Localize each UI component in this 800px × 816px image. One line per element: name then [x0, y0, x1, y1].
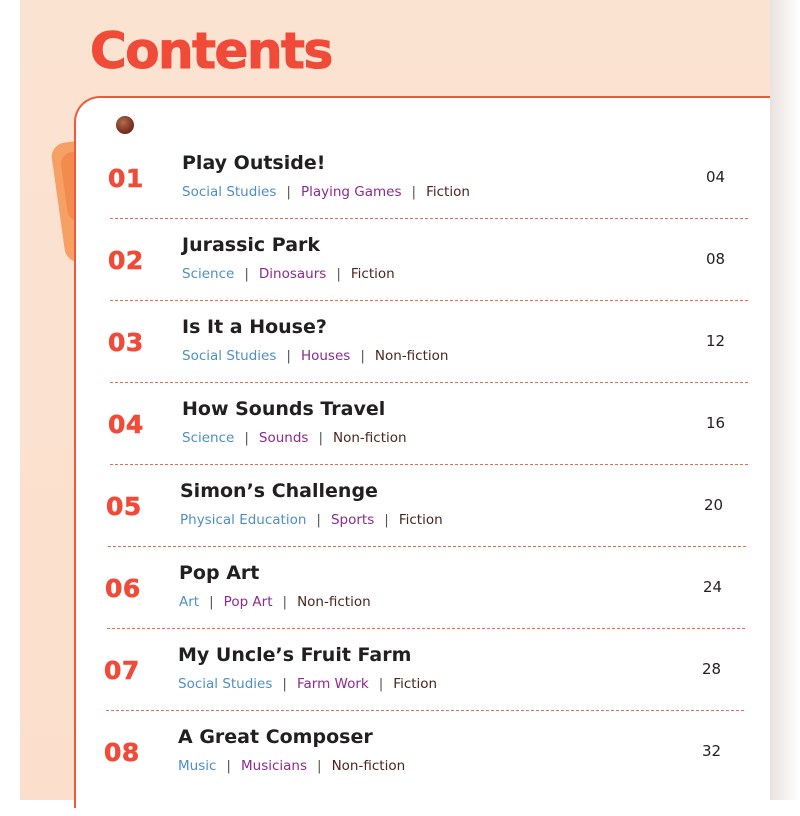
- tag-separator: |: [336, 266, 341, 282]
- tag-separator: |: [244, 266, 249, 282]
- entry-title[interactable]: Simon’s Challenge: [180, 480, 378, 502]
- contents-entry[interactable]: [0, 152, 800, 242]
- entry-topic: Playing Games: [300, 184, 402, 200]
- entry-subject: Science: [182, 430, 235, 446]
- entry-page-number: 12: [706, 332, 726, 350]
- dashed-divider: [110, 464, 748, 465]
- tag-separator: |: [411, 184, 417, 200]
- entry-subject: Physical Education: [180, 512, 307, 528]
- tag-separator: |: [384, 512, 389, 528]
- entry-genre: Fiction: [398, 512, 443, 528]
- entry-topic: Musicians: [240, 758, 308, 774]
- binder-hole-icon: [116, 116, 134, 134]
- entry-title[interactable]: Jurassic Park: [182, 234, 321, 256]
- tag-separator: |: [286, 348, 291, 364]
- tag-separator: |: [282, 594, 288, 610]
- entry-page-number: 32: [702, 742, 722, 760]
- contents-entry[interactable]: [0, 480, 798, 570]
- tag-separator: |: [226, 758, 231, 774]
- dashed-divider: [108, 546, 746, 547]
- entry-subject: Social Studies: [182, 348, 277, 364]
- entry-title[interactable]: Pop Art: [179, 562, 260, 584]
- entry-topic: Houses: [300, 348, 351, 364]
- tag-separator: |: [360, 348, 365, 364]
- dashed-divider: [110, 300, 748, 301]
- entry-page-number: 08: [706, 250, 726, 268]
- entry-subject: Social Studies: [178, 676, 273, 692]
- entry-subject: Music: [178, 758, 217, 774]
- entry-topic: Dinosaurs: [258, 266, 327, 282]
- entry-subject: Social Studies: [182, 184, 277, 200]
- entry-tags: [178, 758, 405, 774]
- contents-entry[interactable]: [0, 726, 796, 816]
- tag-separator: |: [286, 184, 291, 200]
- entry-subject: Art: [179, 594, 200, 610]
- entry-subject: Science: [182, 266, 235, 282]
- entry-number: 04: [108, 410, 144, 439]
- tag-separator: |: [318, 430, 324, 446]
- entry-genre: Fiction: [350, 266, 395, 282]
- dashed-divider: [110, 218, 748, 219]
- entry-page-number: 28: [702, 660, 722, 678]
- entry-title[interactable]: A Great Composer: [178, 726, 373, 748]
- entry-page-number: 16: [706, 414, 726, 432]
- entry-page-number: 24: [703, 578, 723, 596]
- entry-number: 01: [108, 164, 144, 193]
- entry-genre: Fiction: [426, 184, 470, 200]
- entry-number: 05: [106, 492, 142, 521]
- entry-genre: Non-fiction: [297, 594, 371, 610]
- entry-page-number: 04: [706, 168, 726, 186]
- tag-separator: |: [316, 512, 321, 528]
- dashed-divider: [107, 628, 745, 629]
- entry-number: 07: [104, 656, 140, 685]
- entry-number: 08: [104, 738, 140, 767]
- tag-separator: |: [282, 676, 287, 692]
- entry-tags: [182, 430, 407, 446]
- entry-page-number: 20: [704, 496, 724, 514]
- entry-topic: Farm Work: [296, 676, 369, 692]
- tag-separator: |: [209, 594, 214, 610]
- entry-number: 06: [105, 574, 141, 603]
- entry-topic: Sports: [330, 512, 375, 528]
- dashed-divider: [110, 382, 748, 383]
- entry-tags: [180, 512, 443, 528]
- entry-title[interactable]: My Uncle’s Fruit Farm: [178, 644, 412, 666]
- contents-entry[interactable]: [0, 234, 800, 324]
- tag-separator: |: [244, 430, 249, 446]
- entry-tags: [182, 348, 448, 364]
- contents-entry[interactable]: [0, 316, 800, 406]
- entry-tags: [179, 594, 371, 610]
- entry-title[interactable]: How Sounds Travel: [182, 398, 386, 420]
- entry-genre: Non-fiction: [331, 758, 406, 774]
- contents-entry[interactable]: [0, 562, 797, 652]
- entry-genre: Non-fiction: [333, 430, 407, 446]
- entry-title[interactable]: Is It a House?: [182, 316, 327, 338]
- entry-number: 02: [108, 246, 144, 275]
- contents-entry[interactable]: [0, 644, 796, 734]
- entry-topic: Pop Art: [223, 594, 273, 610]
- tag-separator: |: [378, 676, 384, 692]
- entry-genre: Non-fiction: [374, 348, 449, 364]
- entry-title[interactable]: Play Outside!: [182, 152, 326, 174]
- entry-tags: [178, 676, 437, 692]
- entry-topic: Sounds: [258, 430, 309, 446]
- entry-tags: [182, 184, 470, 200]
- dashed-divider: [106, 710, 744, 711]
- entry-genre: Fiction: [393, 676, 438, 692]
- entry-number: 03: [108, 328, 144, 357]
- page-title: Contents: [90, 22, 332, 80]
- contents-entry[interactable]: [0, 398, 800, 488]
- tag-separator: |: [317, 758, 322, 774]
- entry-tags: [182, 266, 395, 282]
